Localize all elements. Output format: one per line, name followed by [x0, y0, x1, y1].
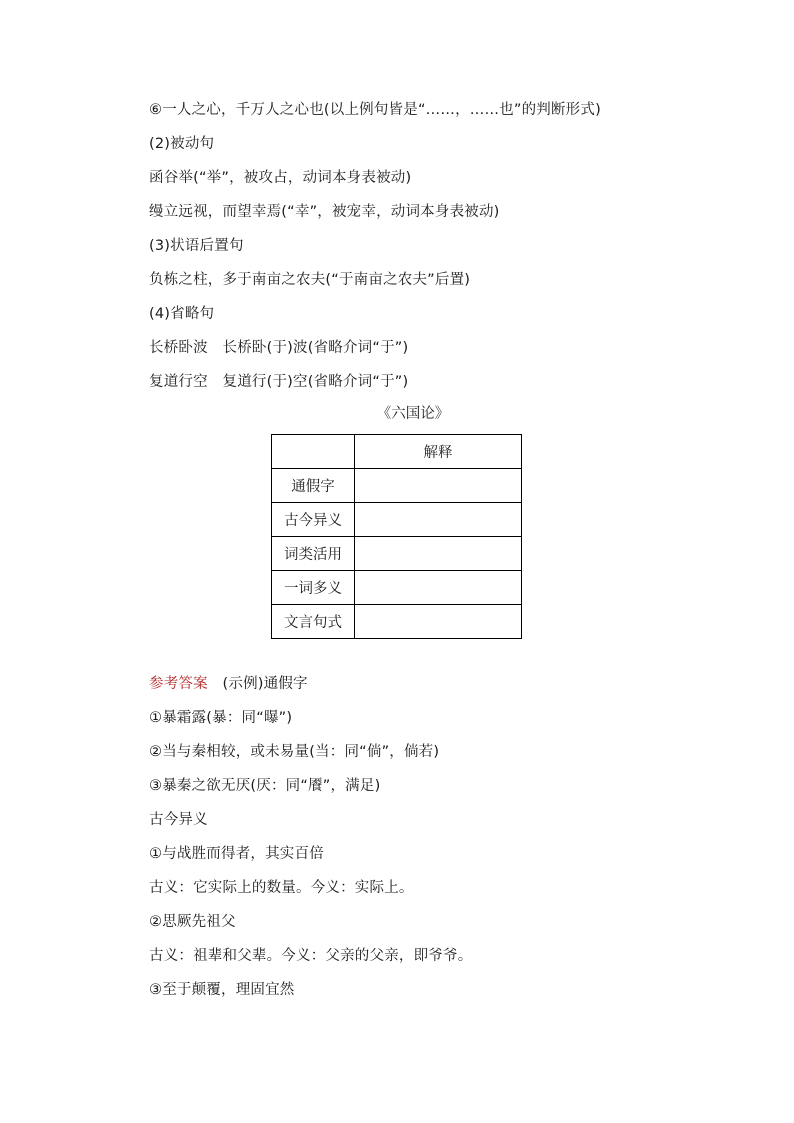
section-heading: (2)被动句	[149, 136, 215, 152]
table-header-cell	[272, 435, 355, 469]
section-heading: (3)状语后置句	[149, 238, 244, 254]
text-line: 函谷举(“举”，被攻占，动词本身表被动)	[149, 170, 412, 186]
answer-intro: (示例)通假字	[207, 676, 308, 692]
text-line: 复道行空 复道行(于)空(省略介词“于”)	[149, 374, 409, 390]
analysis-table	[271, 434, 522, 639]
text-line: ②当与秦相较，或未易量(当：同“倘”，倘若)	[149, 744, 440, 760]
text-line: ③至于颠覆，理固宜然	[149, 982, 295, 998]
table-row-label: 文言句式	[272, 605, 355, 639]
table-cell-empty	[355, 469, 522, 503]
answer-label: 参考答案	[149, 676, 208, 692]
table-header-cell: 解释	[355, 435, 522, 469]
text-line: 缦立远视，而望幸焉(“幸”，被宠幸，动词本身表被动)	[149, 204, 500, 220]
table-row	[272, 469, 522, 503]
answer-line	[149, 674, 308, 694]
table-row	[272, 571, 522, 605]
table-header-row	[272, 435, 522, 469]
text-line: 长桥卧波 长桥卧(于)波(省略介词“于”)	[149, 340, 409, 356]
text-line: ⑥一人之心，千万人之心也(以上例句皆是“……，……也”的判断形式)	[149, 102, 601, 118]
table-row	[272, 537, 522, 571]
text-line: ①与战胜而得者，其实百倍	[149, 846, 324, 862]
text-line: 古义：祖辈和父辈。今义：父亲的父亲，即爷爷。	[149, 948, 473, 964]
table-row	[272, 503, 522, 537]
table-row-label: 一词多义	[272, 571, 355, 605]
table-row-label: 词类活用	[272, 537, 355, 571]
table-row-label: 通假字	[272, 469, 355, 503]
text-line: ③暴秦之欲无厌(厌：同“餍”，满足)	[149, 778, 381, 794]
table-title	[0, 404, 794, 424]
text-line: 负栋之柱，多于南亩之农夫(“于南亩之农夫”后置)	[149, 272, 471, 288]
table-row	[272, 605, 522, 639]
section-heading: 古今异义	[149, 812, 208, 828]
table-title-text: 《六国论》	[376, 406, 450, 422]
table-cell-empty	[355, 537, 522, 571]
table-cell-empty	[355, 503, 522, 537]
table-row-label: 古今异义	[272, 503, 355, 537]
text-line: ①暴霜露(暴：同“曝”)	[149, 710, 293, 726]
section-heading: (4)省略句	[149, 306, 215, 322]
table-cell-empty	[355, 571, 522, 605]
table-cell-empty	[355, 605, 522, 639]
text-line: 古义：它实际上的数量。今义：实际上。	[149, 880, 414, 896]
text-line: ②思厥先祖父	[149, 914, 236, 930]
